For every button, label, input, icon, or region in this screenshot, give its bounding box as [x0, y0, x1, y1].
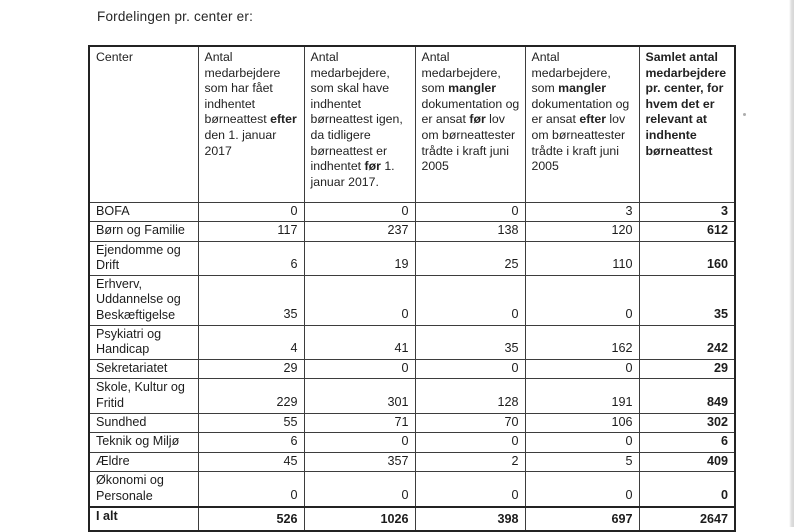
value-cell: 3 [525, 202, 639, 222]
value-cell: 71 [304, 413, 415, 433]
value-cell: 0 [304, 275, 415, 325]
value-cell: 138 [415, 222, 525, 242]
value-cell: 120 [525, 222, 639, 242]
table-row [89, 325, 735, 359]
value-cell: 35 [639, 275, 735, 325]
value-cell: 5 [525, 452, 639, 472]
value-cell: 357 [304, 452, 415, 472]
value-cell: 0 [198, 472, 304, 507]
column-header-total-relevant: Samlet antal medarbejdere pr. center, for hvem det er relevant at indhente børneattest [639, 46, 735, 202]
center-name-cell: Sundhed [89, 413, 198, 433]
value-cell: 6 [639, 433, 735, 453]
table-header [89, 46, 735, 202]
table-row [89, 241, 735, 275]
value-cell: 45 [198, 452, 304, 472]
value-cell: 0 [304, 202, 415, 222]
value-cell: 1026 [304, 507, 415, 531]
table-row [89, 472, 735, 507]
center-name-cell: Psykiatri og Handicap [89, 325, 198, 359]
center-name-cell: Økonomi og Personale [89, 472, 198, 507]
value-cell: 242 [639, 325, 735, 359]
value-cell: 0 [304, 472, 415, 507]
value-cell: 301 [304, 379, 415, 413]
value-cell: 117 [198, 222, 304, 242]
center-name-cell: Teknik og Miljø [89, 433, 198, 453]
table-header-row [89, 46, 735, 202]
value-cell: 0 [415, 359, 525, 379]
value-cell: 849 [639, 379, 735, 413]
value-cell: 3 [639, 202, 735, 222]
value-cell: 612 [639, 222, 735, 242]
value-cell: 697 [525, 507, 639, 531]
value-cell: 398 [415, 507, 525, 531]
value-cell: 237 [304, 222, 415, 242]
value-cell: 0 [198, 202, 304, 222]
scan-artifact-dot [743, 113, 746, 116]
value-cell: 0 [304, 433, 415, 453]
value-cell: 35 [415, 325, 525, 359]
value-cell: 19 [304, 241, 415, 275]
table-body [89, 202, 735, 531]
value-cell: 25 [415, 241, 525, 275]
value-cell: 110 [525, 241, 639, 275]
value-cell: 128 [415, 379, 525, 413]
page-title: Fordelingen pr. center er: [97, 9, 254, 24]
table-row [89, 359, 735, 379]
value-cell: 6 [198, 241, 304, 275]
value-cell: 0 [415, 202, 525, 222]
value-cell: 162 [525, 325, 639, 359]
value-cell: 0 [304, 359, 415, 379]
table-row [89, 452, 735, 472]
table-row [89, 275, 735, 325]
value-cell: 0 [415, 433, 525, 453]
table-row [89, 379, 735, 413]
value-cell: 302 [639, 413, 735, 433]
column-header-obtained-after-jan-2017: Antal medarbejdere som har fået indhentet børneattest efter den 1. januar 2017 [198, 46, 304, 202]
value-cell: 409 [639, 452, 735, 472]
center-name-cell: Ejendomme og Drift [89, 241, 198, 275]
value-cell: 0 [525, 359, 639, 379]
value-cell: 29 [198, 359, 304, 379]
center-name-cell: Ældre [89, 452, 198, 472]
column-header-missing-doc-hired-before-2005: Antal medarbejdere, som mangler dokumentation og er ansat før lov om børneattester trådte i kraft juni 2005 [415, 46, 525, 202]
value-cell: 2647 [639, 507, 735, 531]
value-cell: 0 [639, 472, 735, 507]
center-name-cell: I alt [89, 507, 198, 531]
center-name-cell: Børn og Familie [89, 222, 198, 242]
value-cell: 191 [525, 379, 639, 413]
column-header-renewal-obtained-before-jan-2017: Antal medarbejdere, som skal have indhentet børneattest igen, da tidligere børneattest er indhentet før 1. januar 2017. [304, 46, 415, 202]
value-cell: 229 [198, 379, 304, 413]
value-cell: 6 [198, 433, 304, 453]
column-header-center: Center [89, 46, 198, 202]
value-cell: 29 [639, 359, 735, 379]
table-row [89, 222, 735, 242]
value-cell: 0 [415, 275, 525, 325]
center-name-cell: Skole, Kultur og Fritid [89, 379, 198, 413]
center-name-cell: Sekretariatet [89, 359, 198, 379]
table-row [89, 202, 735, 222]
table-row [89, 433, 735, 453]
value-cell: 55 [198, 413, 304, 433]
value-cell: 0 [415, 472, 525, 507]
value-cell: 106 [525, 413, 639, 433]
value-cell: 160 [639, 241, 735, 275]
value-cell: 526 [198, 507, 304, 531]
scanned-page-edge [789, 0, 794, 527]
value-cell: 35 [198, 275, 304, 325]
value-cell: 0 [525, 433, 639, 453]
column-header-missing-doc-hired-after-2005: Antal medarbejdere, som mangler dokumentation og er ansat efter lov om børneattester trådte i kraft juni 2005 [525, 46, 639, 202]
value-cell: 41 [304, 325, 415, 359]
value-cell: 0 [525, 275, 639, 325]
value-cell: 0 [525, 472, 639, 507]
distribution-table [88, 45, 736, 532]
value-cell: 2 [415, 452, 525, 472]
table-row [89, 413, 735, 433]
value-cell: 70 [415, 413, 525, 433]
center-name-cell: BOFA [89, 202, 198, 222]
value-cell: 4 [198, 325, 304, 359]
center-name-cell: Erhverv, Uddannelse og Beskæftigelse [89, 275, 198, 325]
